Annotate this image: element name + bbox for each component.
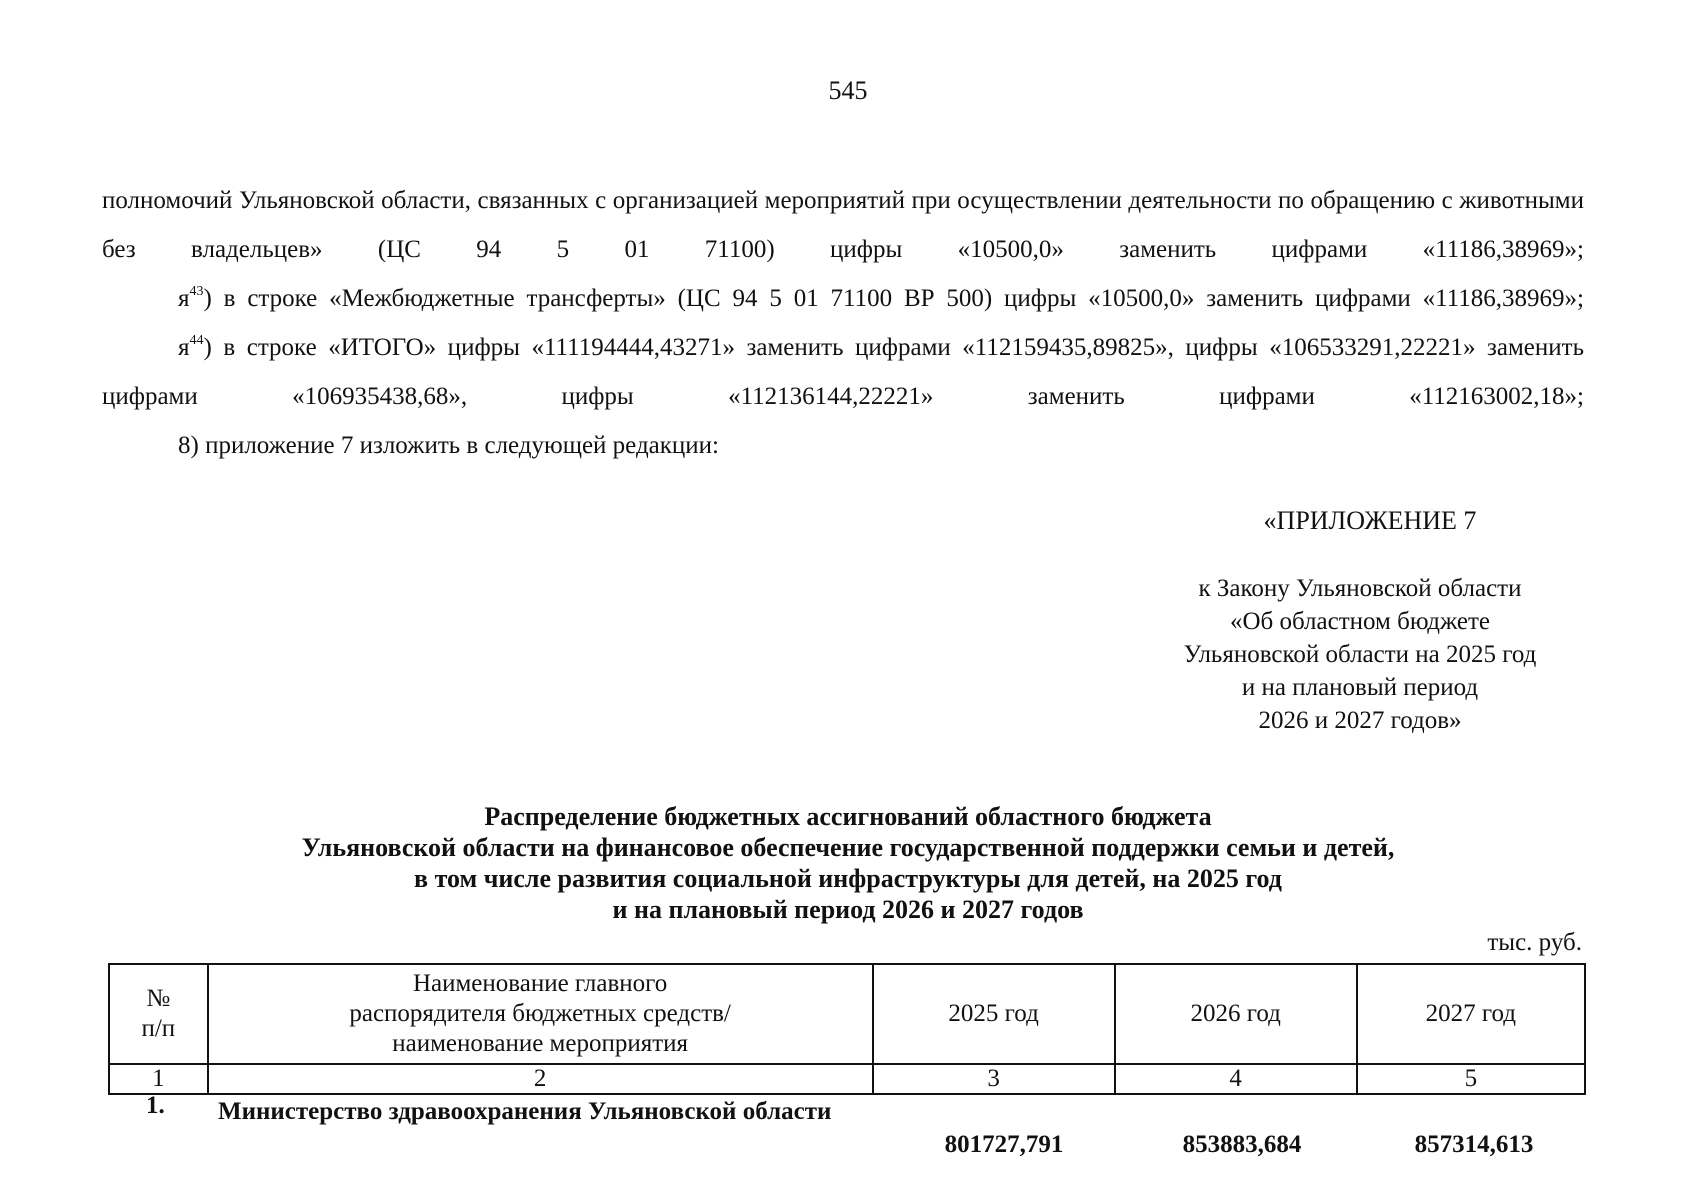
law-reference-line: «Об областном бюджете	[1229, 608, 1491, 635]
paragraph-3-superscript: 44	[189, 333, 204, 348]
header-number-line: п/п	[141, 1015, 176, 1042]
paragraph-1: полномочий Ульяновской области, связанных с организацией мероприятий при осуществлении деятельности по обращению с животными без владельцев» (ЦС 94 5 01 71100) цифры «10500,0» заменить цифрами «11186,38969»;	[102, 187, 1584, 263]
column-number: 1	[109, 1064, 208, 1094]
header-year-2025: 2025 год	[873, 964, 1115, 1064]
header-name-line: наименование мероприятия	[392, 1030, 689, 1057]
law-reference-line: 2026 и 2027 годов»	[1258, 707, 1462, 734]
table-title-line: Распределение бюджетных ассигнований областного бюджета	[484, 802, 1212, 831]
paragraph-2-text: ) в строке «Межбюджетные трансферты» (ЦС 94 5 01 71100 ВР 500) цифры «10500,0» заменить цифрами «11186,38969»;	[203, 285, 1584, 312]
paragraph-2	[102, 274, 1584, 323]
paragraph-3-prefix: я	[178, 334, 190, 361]
paragraph-2-prefix: я	[178, 285, 190, 312]
row-value-2027: 857314,613	[1414, 1131, 1534, 1158]
table-title-line: в том числе развития социальной инфраструктуры для детей, на 2025 год	[414, 864, 1282, 893]
row-value-2026: 853883,684	[1182, 1131, 1302, 1158]
table-header-row	[109, 964, 1585, 1064]
row-value-2025: 801727,791	[944, 1131, 1064, 1158]
row-number: 1.	[146, 1092, 165, 1119]
column-number: 2	[208, 1064, 873, 1094]
header-year-2027: 2027 год	[1357, 964, 1585, 1064]
paragraph-2-superscript: 43	[189, 284, 204, 299]
law-reference-line: Ульяновской области на 2025 год	[1183, 641, 1537, 668]
law-reference-line: к Закону Ульяновской области	[1198, 575, 1522, 602]
column-number-row	[109, 1064, 1585, 1094]
header-name-line: Наименование главного	[412, 970, 668, 997]
table-title-line: и на плановый период 2026 и 2027 годов	[612, 895, 1084, 924]
appendix-heading: «ПРИЛОЖЕНИЕ 7	[1263, 506, 1477, 535]
units-label: тыс. руб.	[1487, 929, 1582, 956]
paragraph-4: 8) приложение 7 изложить в следующей редакции:	[178, 432, 719, 459]
budget-table	[108, 963, 1586, 1095]
row-name: Министерство здравоохранения Ульяновской области	[218, 1098, 832, 1125]
header-number-line: №	[146, 985, 171, 1012]
header-number	[109, 964, 208, 1064]
paragraph-3	[102, 323, 1584, 421]
law-reference-line: и на плановый период	[1241, 674, 1479, 701]
document-body	[102, 176, 1584, 470]
table-title-line: Ульяновской области на финансовое обеспечение государственной поддержки семьи и детей,	[301, 833, 1395, 862]
table-title	[100, 801, 1596, 925]
paragraph-3-text: ) в строке «ИТОГО» цифры «111194444,43271» заменить цифрами «112159435,89825», цифры «106533291,22221» заменить цифрами «106935438,68», цифры «112136144,22221» заменить цифрами «112163002,18»;	[102, 334, 1584, 410]
header-name-line: распорядителя бюджетных средств/	[349, 1000, 731, 1027]
header-name	[208, 964, 873, 1064]
column-number: 5	[1357, 1064, 1585, 1094]
page-number: 545	[828, 76, 868, 105]
column-number: 3	[873, 1064, 1115, 1094]
law-reference	[1140, 572, 1580, 737]
header-year-2026: 2026 год	[1115, 964, 1357, 1064]
column-number: 4	[1115, 1064, 1357, 1094]
